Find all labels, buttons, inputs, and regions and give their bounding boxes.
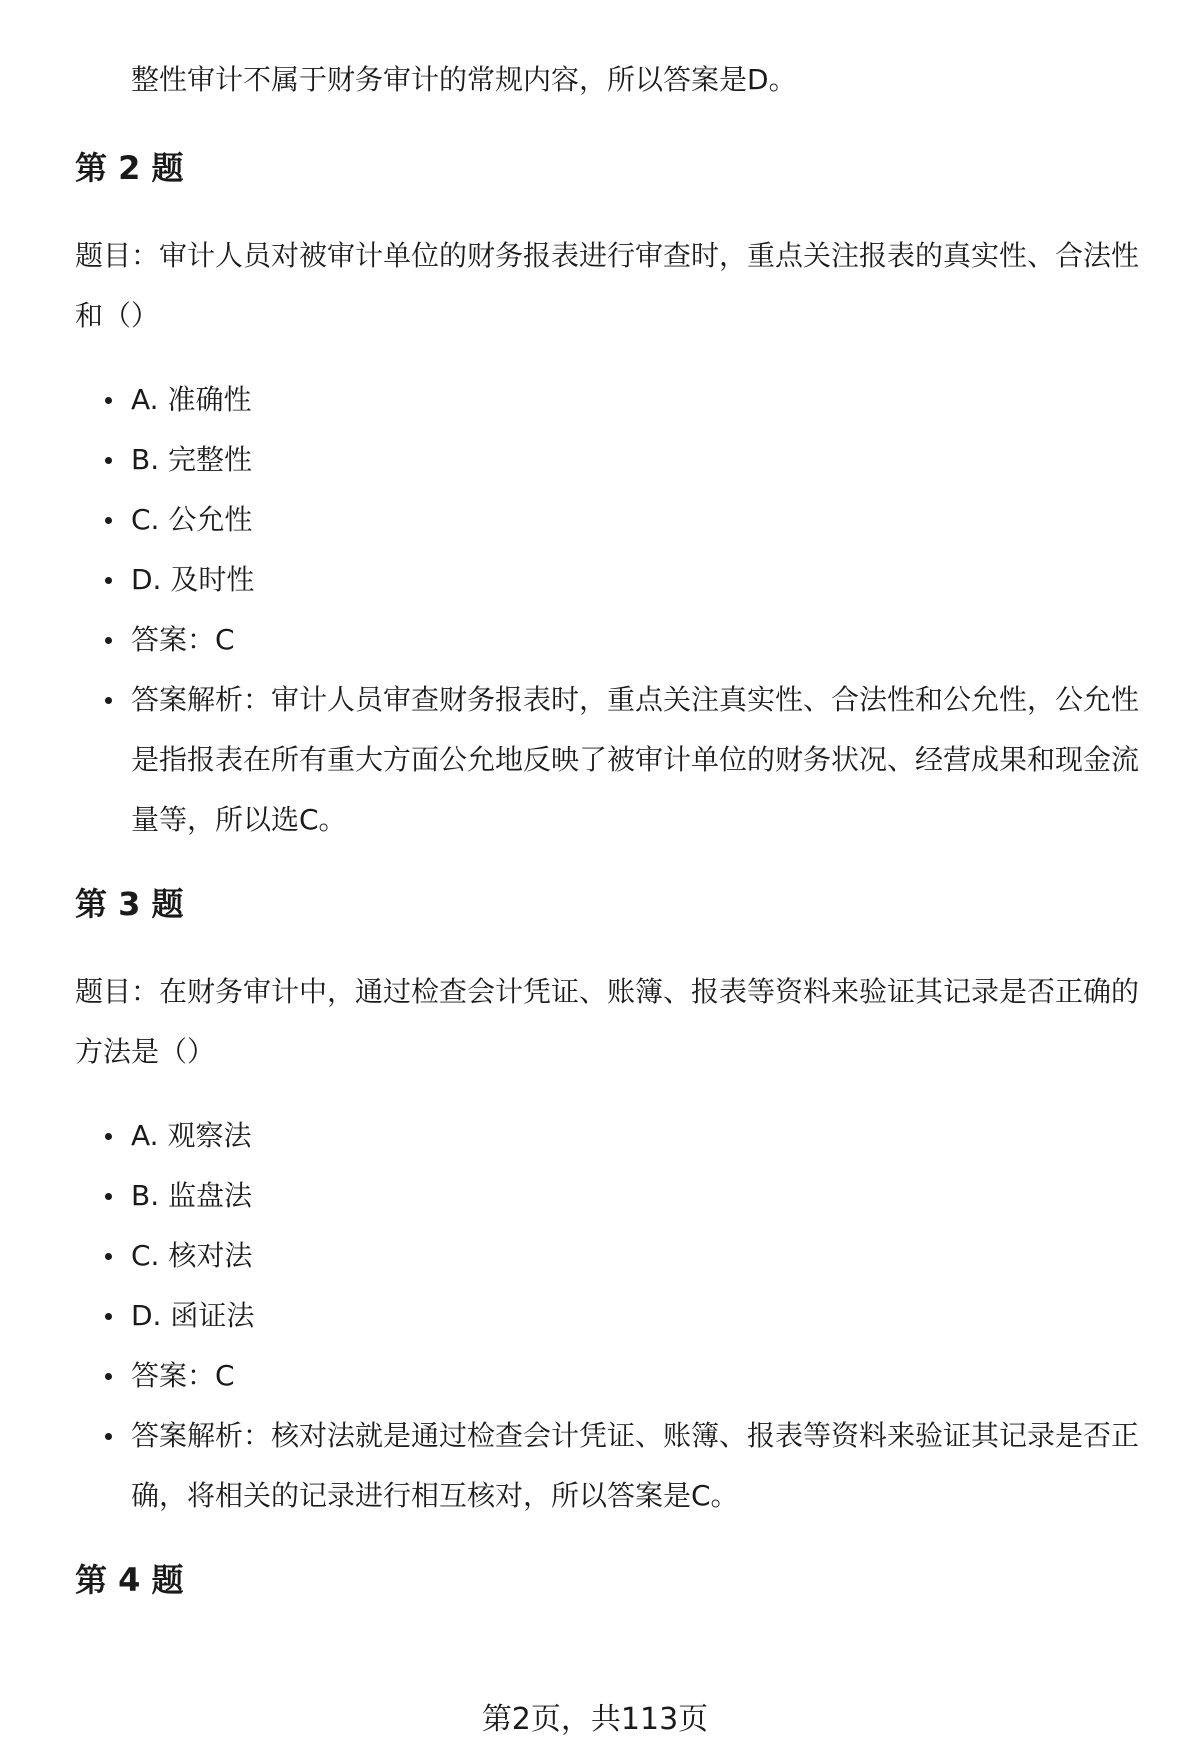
option-d: D. 函证法 [75, 1286, 1165, 1346]
answer-analysis: 答案解析：审计人员审查财务报表时，重点关注真实性、合法性和公允性，公允性是指报表在所有重大方面公允地反映了被审计单位的财务状况、经营成果和现金流量等，所以选C。 [75, 670, 1165, 850]
question-heading: 第 4 题 [75, 1561, 184, 1599]
option-list [75, 1106, 1165, 1526]
option-b: B. 监盘法 [75, 1166, 1165, 1226]
option-list [75, 370, 1165, 850]
option-c: C. 公允性 [75, 490, 1165, 550]
option-b: B. 完整性 [75, 430, 1165, 490]
option-a: A. 观察法 [75, 1106, 1165, 1166]
question-text: 题目：审计人员对被审计单位的财务报表进行审查时，重点关注报表的真实性、合法性和（） [75, 239, 1140, 332]
question-heading: 第 3 题 [75, 885, 184, 923]
question-block-2 [75, 148, 1165, 850]
option-c: C. 核对法 [75, 1226, 1165, 1286]
option-d: D. 及时性 [75, 550, 1165, 610]
answer-analysis: 答案解析：核对法就是通过检查会计凭证、账簿、报表等资料来验证其记录是否正确，将相关的记录进行相互核对，所以答案是C。 [75, 1406, 1165, 1526]
question-text: 题目：在财务审计中，通过检查会计凭证、账簿、报表等资料来验证其记录是否正确的方法是（） [75, 975, 1140, 1068]
page-content [75, 50, 1165, 1638]
answer: 答案：C [75, 1346, 1165, 1406]
continued-text: 整性审计不属于财务审计的常规内容，所以答案是D。 [131, 63, 797, 96]
question-heading: 第 2 题 [75, 149, 184, 187]
answer: 答案：C [75, 610, 1165, 670]
question-block-3 [75, 884, 1165, 1526]
question-block-4 [75, 1560, 1165, 1600]
option-a: A. 准确性 [75, 370, 1165, 430]
page-footer: 第2页，共113页 [481, 1702, 709, 1737]
